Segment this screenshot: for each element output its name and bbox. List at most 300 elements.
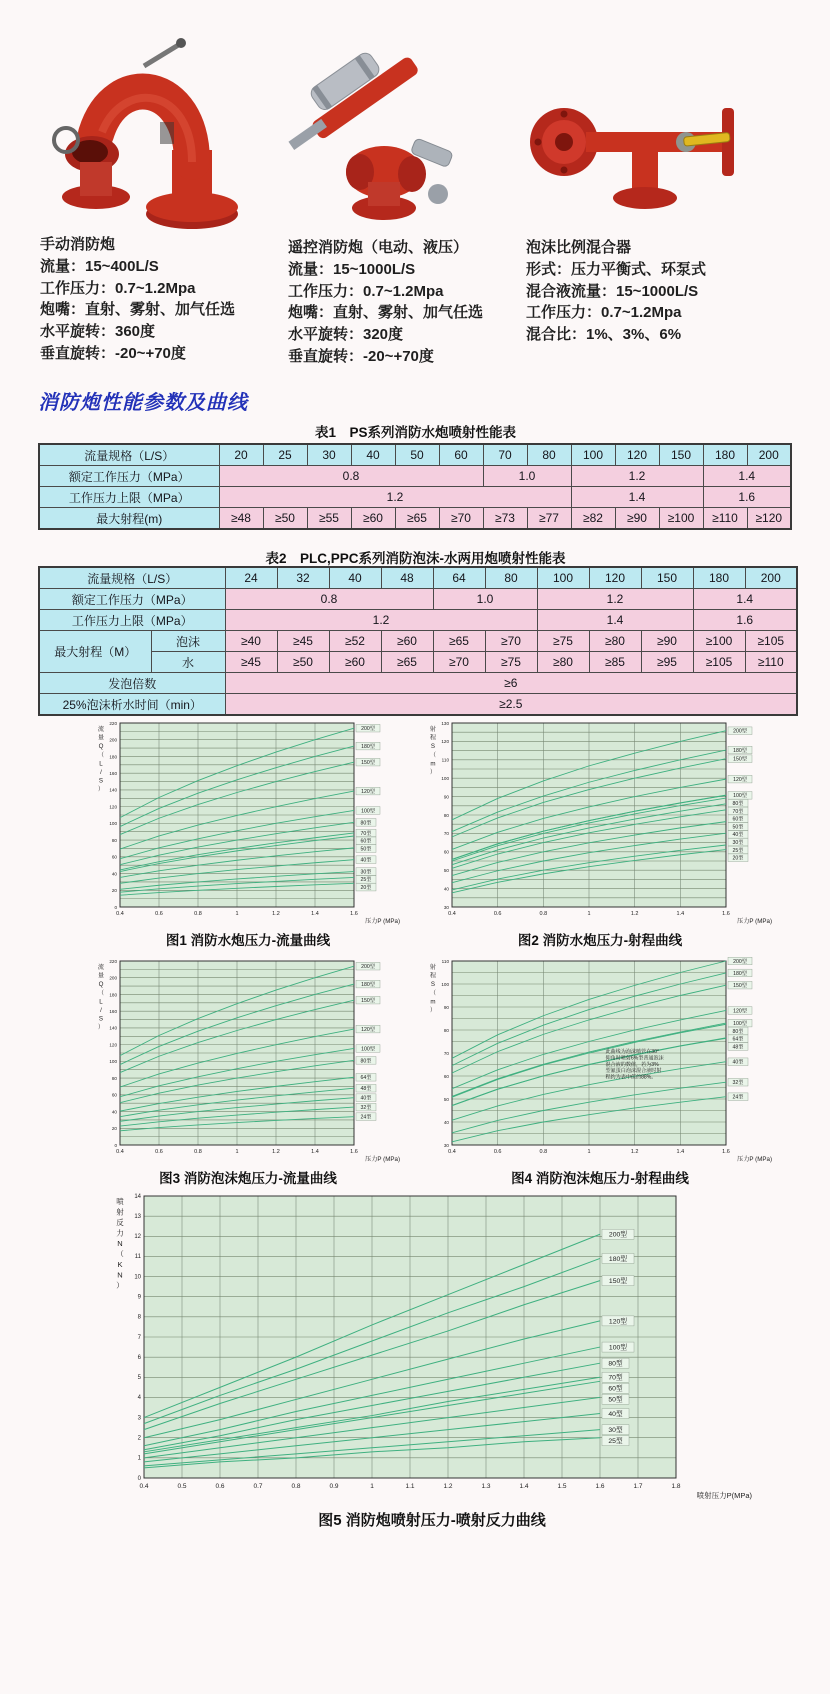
svg-text:1.4: 1.4 xyxy=(676,911,685,917)
product-spec-line: 工作压力：0.7~1.2Mpa xyxy=(40,279,196,297)
svg-text:9: 9 xyxy=(137,1294,141,1301)
table-cell: ≥82 xyxy=(571,508,615,530)
svg-text:压力P (MPa): 压力P (MPa) xyxy=(737,1156,772,1163)
svg-text:60型: 60型 xyxy=(608,1385,623,1393)
svg-text:此曲线为泡沫喷管在30°: 此曲线为泡沫喷管在30° xyxy=(605,1049,660,1055)
svg-text:150型: 150型 xyxy=(733,756,747,763)
product-spec-line: 混合比：1%、3%、6% xyxy=(526,326,682,343)
svg-text:0.6: 0.6 xyxy=(215,1483,225,1490)
svg-text:喷射压力P(MPa): 喷射压力P(MPa) xyxy=(696,1491,752,1500)
svg-text:7: 7 xyxy=(137,1334,141,1341)
svg-text:S: S xyxy=(98,1015,104,1023)
svg-text:180型: 180型 xyxy=(361,743,375,750)
table-cell: ≥45 xyxy=(277,631,329,652)
table-cell: 工作压力上限（MPa） xyxy=(39,487,219,508)
table-cell: 最大射程（M） xyxy=(39,631,151,673)
svg-text:（: （ xyxy=(429,989,437,997)
chart-canvas xyxy=(424,953,776,1165)
manual-fire-monitor-image xyxy=(40,22,270,234)
product-name: 遥控消防炮（电动、液压） xyxy=(288,239,469,256)
table-cell: ≥110 xyxy=(745,652,797,673)
svg-text:仰角时喷射6%型普通泡沫: 仰角时喷射6%型普通泡沫 xyxy=(605,1055,664,1062)
table-cell: ≥85 xyxy=(589,652,641,673)
svg-text:N: N xyxy=(117,1239,123,1248)
svg-text:70型: 70型 xyxy=(360,830,372,837)
svg-text:0.4: 0.4 xyxy=(116,1149,124,1155)
product-foam-proportioner xyxy=(526,22,808,346)
svg-text:150型: 150型 xyxy=(361,760,375,767)
svg-text:100型: 100型 xyxy=(733,1021,747,1027)
product-manual-monitor xyxy=(40,22,292,365)
chart-canvas xyxy=(424,715,776,927)
svg-text:100: 100 xyxy=(441,981,449,987)
svg-text:量: 量 xyxy=(97,972,105,980)
svg-text:S: S xyxy=(430,743,436,751)
svg-text:）: ） xyxy=(97,786,105,794)
table-cell: ≥77 xyxy=(527,508,571,530)
table-cell: 70 xyxy=(483,444,527,466)
table-cell: ≥45 xyxy=(225,652,277,673)
svg-text:11: 11 xyxy=(134,1254,141,1261)
table-cell: 1.2 xyxy=(537,589,693,610)
table-cell: ≥65 xyxy=(433,631,485,652)
svg-text:1.6: 1.6 xyxy=(350,911,358,917)
svg-text:Q: Q xyxy=(98,981,104,989)
table-cell: ≥70 xyxy=(433,652,485,673)
svg-text:48型: 48型 xyxy=(732,1044,744,1051)
svg-text:0: 0 xyxy=(137,1475,141,1482)
svg-text:48型: 48型 xyxy=(360,1086,372,1093)
remote-monitor-drawing xyxy=(288,32,453,220)
svg-text:1.6: 1.6 xyxy=(722,1149,730,1155)
svg-text:S: S xyxy=(430,981,436,989)
svg-text:0.6: 0.6 xyxy=(493,911,502,917)
svg-text:40型: 40型 xyxy=(608,1410,623,1418)
chart-fig3-caption: 图3 消防泡沫炮压力-流量曲线 xyxy=(159,1171,337,1186)
svg-text:13: 13 xyxy=(134,1213,141,1220)
svg-text:25型: 25型 xyxy=(360,877,372,884)
svg-text:0.6: 0.6 xyxy=(155,1149,163,1155)
table-cell: 水 xyxy=(151,652,225,673)
svg-text:50型: 50型 xyxy=(608,1396,623,1404)
svg-text:24型: 24型 xyxy=(732,1094,744,1101)
svg-text:8: 8 xyxy=(137,1314,141,1321)
svg-text:Q: Q xyxy=(98,743,104,751)
table-cell: 1.4 xyxy=(703,466,791,487)
svg-text:64型: 64型 xyxy=(360,1075,372,1082)
table-cell: 1.4 xyxy=(571,487,703,508)
table-cell: 48 xyxy=(381,567,433,589)
svg-text:32型: 32型 xyxy=(360,1105,372,1112)
svg-text:0.4: 0.4 xyxy=(448,911,456,917)
table1 xyxy=(38,443,792,530)
svg-text:120: 120 xyxy=(441,739,449,745)
table-cell: ≥2.5 xyxy=(225,694,797,716)
table-cell: ≥70 xyxy=(485,631,537,652)
svg-text:10: 10 xyxy=(134,1274,141,1281)
svg-text:40: 40 xyxy=(443,886,449,892)
svg-text:40型: 40型 xyxy=(732,832,744,839)
svg-text:160: 160 xyxy=(109,1008,117,1014)
svg-text:30: 30 xyxy=(443,904,449,910)
chart-fig4 xyxy=(424,953,776,1165)
table-cell: ≥80 xyxy=(589,631,641,652)
svg-text:80: 80 xyxy=(111,837,117,843)
table-cell: ≥50 xyxy=(263,508,307,530)
svg-text:1: 1 xyxy=(137,1455,141,1462)
svg-text:1.1: 1.1 xyxy=(405,1483,415,1490)
svg-text:80: 80 xyxy=(443,812,449,818)
product-name: 泡沫比例混合器 xyxy=(526,239,632,256)
svg-text:1.2: 1.2 xyxy=(272,1149,280,1155)
svg-text:1.8: 1.8 xyxy=(671,1483,681,1490)
svg-text:25型: 25型 xyxy=(732,847,744,854)
svg-text:40: 40 xyxy=(111,871,117,877)
table-cell: ≥50 xyxy=(277,652,329,673)
svg-text:200: 200 xyxy=(109,737,117,743)
table-cell: 额定工作压力（MPa） xyxy=(39,589,225,610)
svg-text:90: 90 xyxy=(443,794,449,800)
svg-text:1.2: 1.2 xyxy=(443,1483,453,1490)
svg-text:0.8: 0.8 xyxy=(291,1483,301,1490)
svg-text:40型: 40型 xyxy=(732,1059,744,1066)
product-spec-line: 流量：15~400L/S xyxy=(40,257,159,275)
table-cell: ≥95 xyxy=(641,652,693,673)
manual-monitor-drawing xyxy=(54,38,238,229)
svg-text:反: 反 xyxy=(116,1218,124,1227)
svg-text:）: ） xyxy=(116,1281,124,1290)
svg-text:0.8: 0.8 xyxy=(194,1149,202,1155)
table-cell: 200 xyxy=(747,444,791,466)
svg-text:120型: 120型 xyxy=(361,788,375,795)
svg-text:射: 射 xyxy=(116,1207,124,1217)
svg-text:80型: 80型 xyxy=(608,1360,623,1368)
svg-text:40: 40 xyxy=(111,1109,117,1115)
svg-text:m: m xyxy=(430,760,436,768)
svg-text:0.8: 0.8 xyxy=(194,911,202,917)
svg-text:1: 1 xyxy=(235,1149,239,1155)
svg-text:70: 70 xyxy=(443,1050,449,1056)
svg-text:量: 量 xyxy=(97,734,105,742)
product-specs xyxy=(526,237,808,346)
svg-text:150型: 150型 xyxy=(361,998,375,1005)
svg-text:100型: 100型 xyxy=(608,1344,628,1352)
svg-text:60: 60 xyxy=(443,1073,449,1079)
table-cell: ≥55 xyxy=(307,508,351,530)
product-spec-line: 形式：压力平衡式、环泵式 xyxy=(526,260,707,278)
svg-text:130: 130 xyxy=(441,720,449,726)
svg-text:射: 射 xyxy=(429,726,437,733)
svg-text:120型: 120型 xyxy=(733,1008,747,1015)
chart-fig5 xyxy=(108,1186,756,1504)
chart-canvas xyxy=(108,1186,756,1504)
table-cell: 60 xyxy=(439,444,483,466)
svg-text:）: ） xyxy=(429,1007,437,1014)
svg-text:1.6: 1.6 xyxy=(722,911,730,917)
svg-text:0.7: 0.7 xyxy=(253,1483,263,1490)
svg-text:80: 80 xyxy=(443,1027,449,1033)
svg-text:80型: 80型 xyxy=(732,1028,744,1035)
foam-proportioner-drawing xyxy=(530,108,734,209)
table-cell: 0.8 xyxy=(219,466,483,487)
table-cell: 24 xyxy=(225,567,277,589)
svg-text:24型: 24型 xyxy=(360,1114,372,1121)
table-cell: 流量规格（L/S） xyxy=(39,444,219,466)
svg-text:70型: 70型 xyxy=(732,808,744,815)
svg-text:N: N xyxy=(117,1270,123,1280)
table-cell: 50 xyxy=(395,444,439,466)
product-spec-line: 炮嘴：直射、雾射、加气任选 xyxy=(40,301,236,319)
svg-text:0.9: 0.9 xyxy=(329,1483,339,1490)
svg-text:60: 60 xyxy=(111,854,117,860)
table-cell: ≥70 xyxy=(439,508,483,530)
svg-text:20: 20 xyxy=(111,888,117,894)
svg-text:流: 流 xyxy=(97,726,105,733)
product-spec-line: 炮嘴：直射、雾射、加气任选 xyxy=(288,304,484,322)
table-cell: 40 xyxy=(351,444,395,466)
svg-text:120: 120 xyxy=(109,804,117,810)
svg-text:1.2: 1.2 xyxy=(630,911,639,917)
svg-text:1.4: 1.4 xyxy=(311,1149,319,1155)
svg-text:m: m xyxy=(430,998,436,1006)
svg-text:4: 4 xyxy=(137,1395,141,1402)
product-spec-line: 工作压力：0.7~1.2Mpa xyxy=(526,304,682,322)
svg-text:0.4: 0.4 xyxy=(116,911,124,917)
table-cell: 流量规格（L/S） xyxy=(39,567,225,589)
svg-text:70型: 70型 xyxy=(608,1374,623,1382)
svg-text:/: / xyxy=(100,769,102,776)
svg-text:100: 100 xyxy=(441,776,449,781)
svg-text:180型: 180型 xyxy=(733,970,747,977)
table-cell: 额定工作压力（MPa） xyxy=(39,466,219,487)
table-cell: ≥100 xyxy=(659,508,703,530)
svg-text:力: 力 xyxy=(116,1228,124,1238)
svg-text:40型: 40型 xyxy=(360,857,372,864)
table-cell: ≥100 xyxy=(693,631,745,652)
chart-canvas xyxy=(92,715,404,927)
svg-text:100型: 100型 xyxy=(361,808,375,815)
product-spec-line: 水平旋转：320度 xyxy=(288,326,404,343)
chart-fig1 xyxy=(92,715,404,927)
product-specs xyxy=(40,234,292,365)
table-cell: 80 xyxy=(485,567,537,589)
svg-text:200型: 200型 xyxy=(733,958,747,965)
svg-text:64型: 64型 xyxy=(732,1036,744,1043)
table-cell: 泡沫 xyxy=(151,631,225,652)
svg-text:200: 200 xyxy=(109,975,117,981)
svg-text:流: 流 xyxy=(97,964,105,971)
svg-text:压力P (MPa): 压力P (MPa) xyxy=(365,1156,400,1163)
table-cell: ≥60 xyxy=(329,652,381,673)
product-spec-line: 垂直旋转：-20~+70度 xyxy=(40,344,186,362)
svg-text:100: 100 xyxy=(109,1059,117,1065)
table-cell: 1.0 xyxy=(483,466,571,487)
table-cell: ≥73 xyxy=(483,508,527,530)
table-cell: 25 xyxy=(263,444,307,466)
table-cell: 100 xyxy=(537,567,589,589)
table-cell: ≥6 xyxy=(225,673,797,694)
svg-text:12: 12 xyxy=(134,1234,141,1241)
svg-text:（: （ xyxy=(97,751,105,759)
table-cell: 1.2 xyxy=(225,610,537,631)
svg-text:160: 160 xyxy=(109,770,117,776)
svg-text:14: 14 xyxy=(134,1193,141,1200)
svg-text:1.4: 1.4 xyxy=(519,1483,529,1490)
foam-proportioner-image xyxy=(526,22,756,237)
svg-text:60型: 60型 xyxy=(732,816,744,823)
svg-text:程约为表中值的88%。: 程约为表中值的88%。 xyxy=(605,1074,657,1081)
svg-text:程: 程 xyxy=(429,972,437,980)
table-cell: 1.2 xyxy=(571,466,703,487)
svg-text:（: （ xyxy=(429,751,437,759)
svg-text:0.6: 0.6 xyxy=(493,1149,502,1155)
svg-text:20型: 20型 xyxy=(732,855,744,862)
table-cell: ≥60 xyxy=(381,631,433,652)
chart-fig2-caption: 图2 消防水炮压力-射程曲线 xyxy=(517,933,683,948)
table-cell: ≥52 xyxy=(329,631,381,652)
remote-fire-monitor-image xyxy=(288,22,488,237)
table-cell: 工作压力上限（MPa） xyxy=(39,610,225,631)
svg-text:80型: 80型 xyxy=(360,820,372,827)
svg-text:2: 2 xyxy=(137,1435,141,1442)
svg-text:30型: 30型 xyxy=(360,869,372,876)
table-cell: 150 xyxy=(641,567,693,589)
svg-text:30型: 30型 xyxy=(732,840,744,847)
svg-text:180: 180 xyxy=(109,754,117,760)
svg-text:）: ） xyxy=(429,769,437,776)
table-cell: ≥80 xyxy=(537,652,589,673)
svg-text:（: （ xyxy=(97,989,105,997)
svg-text:压力P (MPa): 压力P (MPa) xyxy=(737,918,772,925)
table-cell: 30 xyxy=(307,444,351,466)
svg-text:0: 0 xyxy=(114,904,117,910)
table-cell: 180 xyxy=(703,444,747,466)
svg-text:180: 180 xyxy=(109,992,117,998)
section-title: 消防炮性能参数及曲线 xyxy=(38,392,248,414)
svg-text:180型: 180型 xyxy=(608,1255,628,1263)
svg-text:120型: 120型 xyxy=(608,1318,628,1326)
svg-text:0.8: 0.8 xyxy=(539,911,548,917)
svg-text:喷: 喷 xyxy=(116,1197,124,1206)
svg-text:110: 110 xyxy=(441,958,449,964)
svg-text:150型: 150型 xyxy=(608,1278,628,1285)
svg-text:1: 1 xyxy=(235,911,239,917)
table-cell: ≥65 xyxy=(395,508,439,530)
svg-text:1: 1 xyxy=(587,911,591,917)
svg-text:50: 50 xyxy=(443,1096,449,1102)
svg-text:L: L xyxy=(99,760,103,768)
svg-text:1.6: 1.6 xyxy=(595,1483,605,1490)
product-specs xyxy=(288,237,526,368)
svg-text:180型: 180型 xyxy=(361,981,375,988)
chart-fig5-caption: 图5 消防炮喷射压力-喷射反力曲线 xyxy=(318,1512,546,1529)
product-spec-line: 垂直旋转：-20~+70度 xyxy=(288,347,434,365)
table1-title: 表1 PS系列消防水炮喷射性能表 xyxy=(314,425,517,440)
table-cell: 32 xyxy=(277,567,329,589)
table-cell: ≥75 xyxy=(485,652,537,673)
svg-text:压力P (MPa): 压力P (MPa) xyxy=(365,918,400,925)
product-spec-line: 水平旋转：360度 xyxy=(40,323,156,340)
svg-text:100型: 100型 xyxy=(361,1046,375,1053)
svg-text:1.4: 1.4 xyxy=(676,1149,685,1155)
table-cell: 80 xyxy=(527,444,571,466)
svg-text:30: 30 xyxy=(443,1142,449,1148)
svg-text:80型: 80型 xyxy=(360,1058,372,1065)
svg-text:1.6: 1.6 xyxy=(350,1149,358,1155)
svg-text:100: 100 xyxy=(109,821,117,827)
svg-text:200型: 200型 xyxy=(733,728,747,735)
product-spec-line: 流量：15~1000L/S xyxy=(288,260,416,278)
table-cell: ≥120 xyxy=(747,508,791,530)
svg-text:1.2: 1.2 xyxy=(272,911,280,917)
svg-text:程: 程 xyxy=(429,734,437,742)
svg-text:K: K xyxy=(117,1260,123,1269)
product-spec-line: 工作压力：0.7~1.2Mpa xyxy=(288,282,444,300)
table-cell: 180 xyxy=(693,567,745,589)
svg-text:L: L xyxy=(99,998,103,1006)
table-cell: ≥105 xyxy=(745,631,797,652)
table-cell: 1.2 xyxy=(219,487,571,508)
table-cell: 120 xyxy=(589,567,641,589)
svg-text:25型: 25型 xyxy=(608,1438,623,1446)
table-cell: 发泡倍数 xyxy=(39,673,225,694)
svg-text:180型: 180型 xyxy=(733,747,747,754)
svg-text:100型: 100型 xyxy=(733,793,747,800)
svg-text:3: 3 xyxy=(137,1415,141,1422)
svg-text:1.4: 1.4 xyxy=(311,911,319,917)
chart-fig4-caption: 图4 消防泡沫炮压力-射程曲线 xyxy=(511,1171,689,1186)
svg-text:60: 60 xyxy=(443,849,449,855)
svg-text:120型: 120型 xyxy=(733,777,747,784)
svg-text:120: 120 xyxy=(109,1042,117,1048)
svg-text:1: 1 xyxy=(587,1149,591,1155)
svg-text:200型: 200型 xyxy=(361,964,375,971)
chart-fig2 xyxy=(424,715,776,927)
table-cell: ≥90 xyxy=(641,631,693,652)
svg-text:0.8: 0.8 xyxy=(539,1149,548,1155)
table2-title: 表2 PLC,PPC系列消防泡沫-水两用炮喷射性能表 xyxy=(265,551,566,566)
table-cell: 25%泡沫析水时间（min） xyxy=(39,694,225,716)
table-cell: 1.0 xyxy=(433,589,537,610)
svg-text:/: / xyxy=(100,1007,102,1014)
svg-text:32型: 32型 xyxy=(732,1080,744,1087)
table-cell: ≥40 xyxy=(225,631,277,652)
svg-text:1.5: 1.5 xyxy=(557,1483,567,1490)
table2 xyxy=(38,566,798,716)
table-cell: 20 xyxy=(219,444,263,466)
table-cell: ≥105 xyxy=(693,652,745,673)
svg-text:140: 140 xyxy=(109,1025,117,1031)
svg-text:220: 220 xyxy=(109,958,117,964)
table-cell: 0.8 xyxy=(225,589,433,610)
table-cell: ≥65 xyxy=(381,652,433,673)
product-name: 手动消防炮 xyxy=(40,236,116,253)
svg-text:0.4: 0.4 xyxy=(139,1483,149,1490)
svg-text:80: 80 xyxy=(111,1075,117,1081)
svg-text:（: （ xyxy=(116,1249,124,1259)
table-cell: 100 xyxy=(571,444,615,466)
table-cell: ≥90 xyxy=(615,508,659,530)
svg-text:1.7: 1.7 xyxy=(633,1483,643,1490)
svg-text:60: 60 xyxy=(111,1092,117,1098)
table-cell: ≥75 xyxy=(537,631,589,652)
table-cell: 64 xyxy=(433,567,485,589)
table-cell: 120 xyxy=(615,444,659,466)
svg-text:）: ） xyxy=(97,1024,105,1032)
svg-text:140: 140 xyxy=(109,787,117,793)
svg-text:S: S xyxy=(98,777,104,785)
table-cell: 1.6 xyxy=(703,487,791,508)
